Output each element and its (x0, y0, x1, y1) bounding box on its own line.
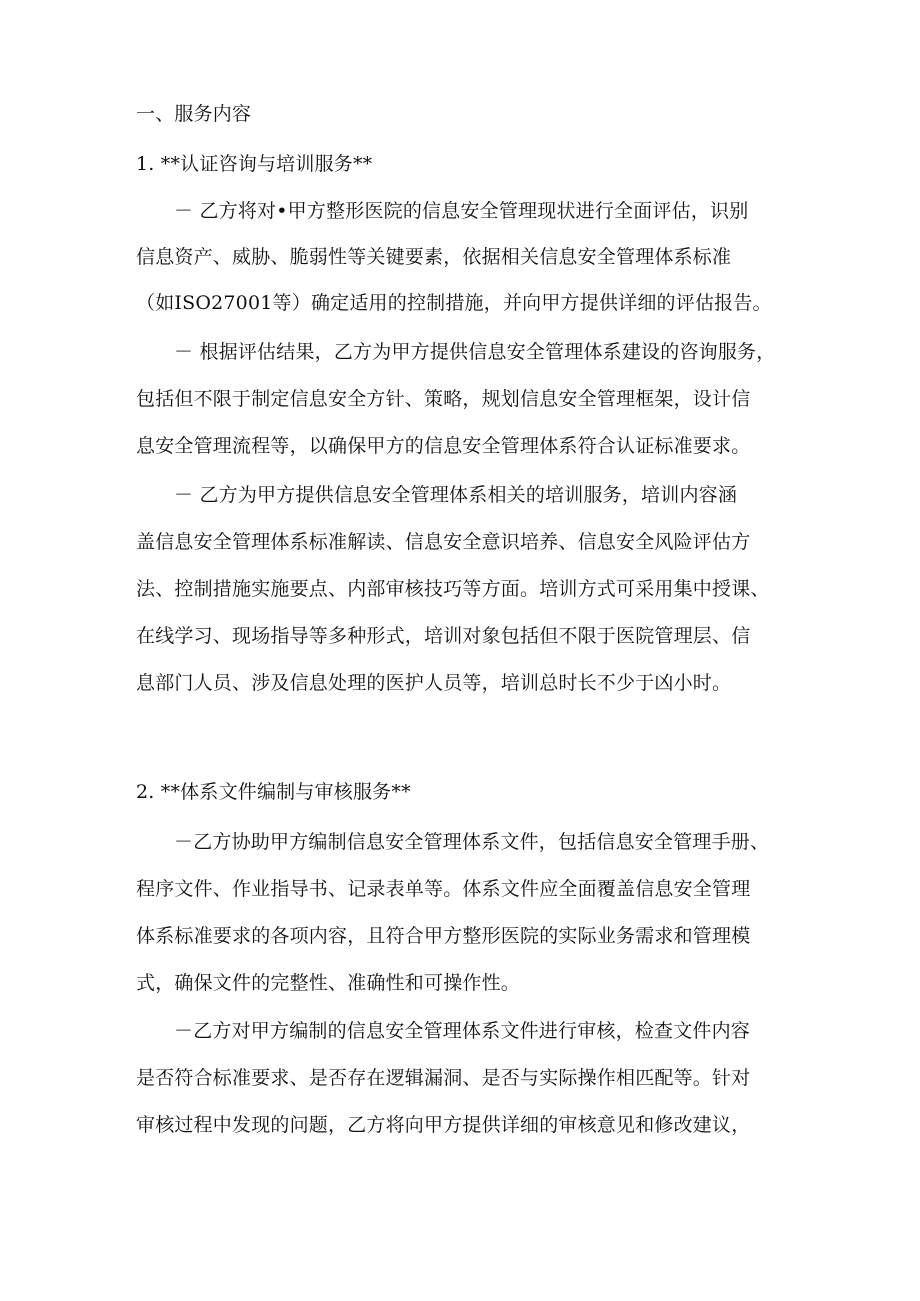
section2-para1-line2: 程序文件、作业指导书、记录表单等。体系文件应全面覆盖信息安全管理 (136, 878, 751, 900)
section2-title: 2. **体系文件编制与审核服务** (136, 781, 411, 803)
section2-para2-line3: 审核过程中发现的问题，乙方将向甲方提供详细的审核意见和修改建议， (136, 1114, 751, 1136)
section1-title: 1. **认证咨询与培训服务** (136, 153, 373, 175)
section2-para2-line2: 是否符合标准要求、是否存在逻辑漏洞、是否与实际操作相匹配等。针对 (136, 1067, 751, 1089)
section1-para1-line1: － 乙方将对•甲方整形医院的信息安全管理现状进行全面评估，识别 (174, 200, 749, 222)
section1-para2-line3: 息安全管理流程等，以确保甲方的信息安全管理体系符合认证标准要求。 (136, 435, 751, 457)
section1-para3-line5: 息部门人员、涉及信息处理的医护人员等，培训总时长不少于凶小时。 (136, 672, 732, 694)
section1-para3-line4: 在线学习、现场指导等多种形式，培训对象包括但不限于医院管理层、信 (136, 625, 751, 647)
section1-para3-line3: 法、控制措施实施要点、内部审核技巧等方面。培训方式可采用集中授课、 (136, 578, 770, 600)
section2-para2-line1: －乙方对甲方编制的信息安全管理体系文件进行审核，检查文件内容 (174, 1020, 751, 1042)
section2-para1-line3: 体系标准要求的各项内容，且符合甲方整形医院的实际业务需求和管理模 (136, 925, 751, 947)
section2-para1-line1: －乙方协助甲方编制信息安全管理体系文件，包括信息安全管理手册、 (174, 831, 770, 853)
section1-para2-line2: 包括但不限于制定信息安全方针、策略，规划信息安全管理框架，设计信 (136, 388, 751, 410)
section1-para1-line3: （如ISO27001等）确定适用的控制措施，并向甲方提供详细的评估报告。 (136, 292, 772, 314)
section1-para3-line2: 盖信息安全管理体系标准解读、信息安全意识培养、信息安全风险评估方 (136, 531, 751, 553)
section1-para1-line2: 信息资产、威胁、脆弱性等关键要素，依据相关信息安全管理体系标准 (136, 246, 732, 268)
section2-para1-line4: 式，确保文件的完整性、准确性和可操作性。 (136, 972, 521, 994)
section1-para3-line1: － 乙方为甲方提供信息安全管理体系相关的培训服务，培训内容涵 (174, 484, 738, 506)
section-heading: 一、服务内容 (136, 103, 252, 125)
section1-para2-line1: － 根据评估结果，乙方为甲方提供信息安全管理体系建设的咨询服务， (174, 341, 776, 363)
